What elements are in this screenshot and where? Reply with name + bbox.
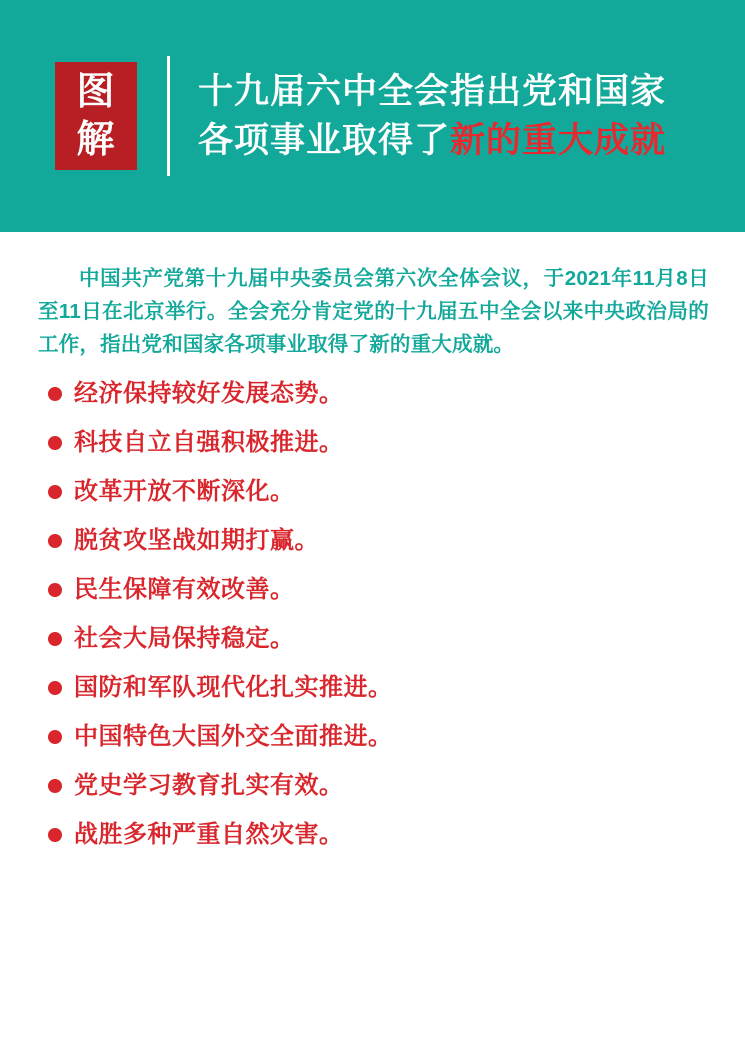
list-item-label: 科技自立自强积极推进。 [74, 429, 344, 456]
list-item-label: 战胜多种严重自然灾害。 [74, 821, 344, 848]
list-item-label: 社会大局保持稳定。 [74, 625, 295, 652]
header-banner [0, 0, 745, 232]
list-item-label: 经济保持较好发展态势。 [74, 380, 344, 407]
list-item [48, 426, 715, 460]
bullet-icon [48, 730, 62, 744]
title-line-2 [198, 116, 666, 165]
list-item-label: 民生保障有效改善。 [74, 576, 295, 603]
list-item [48, 720, 715, 754]
list-item-label: 国防和军队现代化扎实推进。 [74, 674, 393, 701]
list-item [48, 671, 715, 705]
bullet-icon [48, 387, 62, 401]
bullet-icon [48, 583, 62, 597]
tujie-badge [55, 62, 137, 170]
bullet-icon [48, 534, 62, 548]
page-title [198, 67, 666, 165]
bullet-icon [48, 828, 62, 842]
list-item [48, 818, 715, 852]
title-line-2-plain: 各项事业取得了 [198, 121, 451, 160]
bullet-icon [48, 485, 62, 499]
bullet-icon [48, 681, 62, 695]
list-item [48, 573, 715, 607]
bullet-icon [48, 779, 62, 793]
badge-char-1: 图 [76, 71, 116, 113]
achievement-list [36, 377, 715, 852]
content-area [0, 232, 745, 852]
intro-paragraph: 中国共产党第十九届中央委员会第六次全体会议，于2021年11月8日至11日在北京举行。全会充分肯定党的十九届五中全会以来中央政治局的工作，指出党和国家各项事业取得了新的重大成就。 [38, 267, 709, 356]
bullet-icon [48, 632, 62, 646]
badge-char-2: 解 [76, 119, 116, 161]
list-item-label: 改革开放不断深化。 [74, 478, 295, 505]
title-line-2-accent: 新的重大成就 [450, 121, 667, 160]
list-item [48, 377, 715, 411]
bullet-icon [48, 436, 62, 450]
list-item [48, 524, 715, 558]
list-item [48, 475, 715, 509]
title-line-1: 十九届六中全会指出党和国家 [198, 72, 667, 111]
list-item [48, 769, 715, 803]
list-item-label: 中国特色大国外交全面推进。 [74, 723, 393, 750]
header-divider [167, 56, 170, 176]
list-item-label: 脱贫攻坚战如期打赢。 [74, 527, 319, 554]
list-item-label: 党史学习教育扎实有效。 [74, 772, 344, 799]
list-item [48, 622, 715, 656]
